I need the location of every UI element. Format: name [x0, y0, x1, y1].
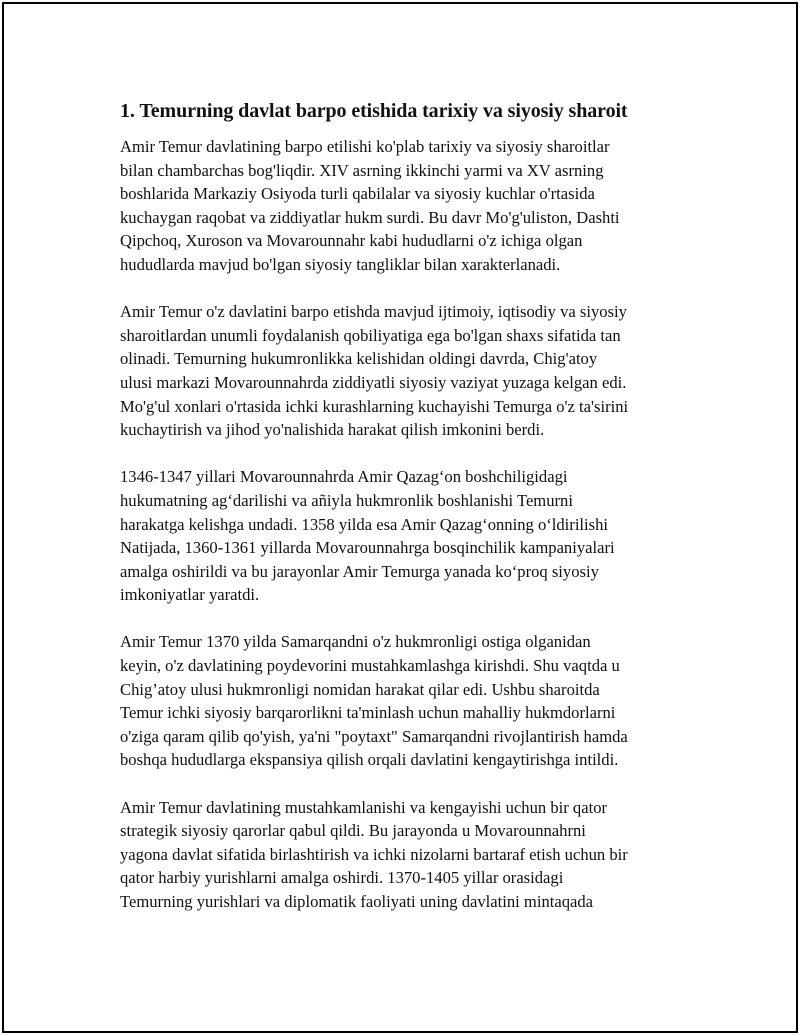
text-line: Temurning yurishlari va diplomatik faoliyati uning davlatini mintaqada: [120, 892, 594, 911]
text-line: Amir Temur 1370 yilda Samarqandni o'z hukmronligi ostiga olganidan: [120, 632, 591, 652]
text-line: kuchaygan raqobat va ziddiyatlar hukm surdi. Bu davr Mo'g'uliston, Dashti: [120, 207, 620, 227]
text-line: amalga oshirildi va bu jarayonlar Amir Temurga yanada ko‘proq siyosiy: [120, 561, 599, 581]
text-line: sharoitlardan unumli foydalanish qobiliyatiga ega bo'lgan shaxs sifatida tan: [120, 325, 621, 345]
text-line: boshlarida Markaziy Osiyoda turli qabilalar va siyosiy kuchlar o'rtasida: [120, 184, 595, 204]
paragraph-3: [120, 465, 690, 607]
text-line: olinadi. Temurning hukumronlikka kelishidan oldingi davrda, Chig'atoy: [120, 349, 598, 369]
document-content: [120, 98, 690, 937]
text-line: o'ziga qaram qilib qo'yish, ya'ni "poytaxt" Samarqandni rivojlantirish hamda: [120, 726, 628, 746]
text-line: Mo'g'ul xonlari o'rtasida ichki kurashlarning kuchayishi Temurga o'z ta'sirini: [120, 396, 629, 416]
paragraph-2: [120, 300, 690, 442]
section-heading: 1. Temurning davlat barpo etishida tarixiy va siyosiy sharoit: [120, 100, 628, 122]
text-line: qator harbiy yurishlarni amalga oshirdi. 1370-1405 yillar orasidagi: [120, 868, 564, 888]
paragraph-1: [120, 135, 690, 277]
text-line: keyin, o'z davlatining poydevorini mustahkamlashga kirishdi. Shu vaqtda u: [120, 656, 620, 676]
text-line: ulusi markazi Movarounnahrda ziddiyatli siyosiy vaziyat yuzaga kelgan edi.: [120, 372, 627, 392]
text-line: Chig’atoy ulusi hukmronligi nomidan harakat qilar edi. Ushbu sharoitda: [120, 679, 600, 699]
text-line: yagona davlat sifatida birlashtirish va ichki nizolarni bartaraf etish uchun bir: [120, 844, 628, 864]
text-line: imkoniyatlar yaratdi.: [120, 585, 260, 605]
text-line: boshqa hududlarga ekspansiya qilish orqali davlatini kengaytirishga intildi.: [120, 750, 619, 770]
text-line: Amir Temur davlatining mustahkamlanishi va kengayishi uchun bir qator: [120, 797, 608, 817]
text-line: hukumatning ag‘darilishi va añiyla hukmronlik boshlanishi Temurni: [120, 490, 573, 510]
text-line: Amir Temur davlatining barpo etilishi ko'plab tarixiy va siyosiy sharoitlar: [120, 137, 610, 156]
text-line: Amir Temur o'z davlatini barpo etishda mavjud ijtimoiy, iqtisodiy va siyosiy: [120, 302, 627, 322]
text-line: Natijada, 1360-1361 yillarda Movarounnahrga bosqinchilik kampaniyalari: [120, 538, 615, 558]
text-line: Temur ichki siyosiy barqarorlikni ta'minlash uchun mahalliy hukmdorlarni: [120, 703, 616, 723]
text-line: harakatga kelishga undadi. 1358 yilda esa Amir Qazag‘onning o‘ldirilishi: [120, 514, 609, 534]
text-line: Qipchoq, Xuroson va Movarounnahr kabi hududlarni o'z ichiga olgan: [120, 231, 583, 251]
text-line: 1346-1347 yillari Movarounnahrda Amir Qazag‘on boshchiligidagi: [120, 467, 568, 487]
text-line: hududlarda mavjud bo'lgan siyosiy tangliklar bilan xarakterlanadi.: [120, 254, 561, 274]
text-line: strategik siyosiy qarorlar qabul qildi. Bu jarayonda u Movarounnahrni: [120, 821, 586, 841]
paragraph-5: [120, 796, 690, 914]
text-line: kuchaytirish va jihod yo'nalishida harakat qilish imkonini berdi.: [120, 420, 545, 440]
text-line: bilan chambarchas bog'liqdir. XIV asrning ikkinchi yarmi va XV asrning: [120, 160, 604, 180]
document-page: [2, 2, 798, 1033]
paragraph-4: [120, 630, 690, 772]
